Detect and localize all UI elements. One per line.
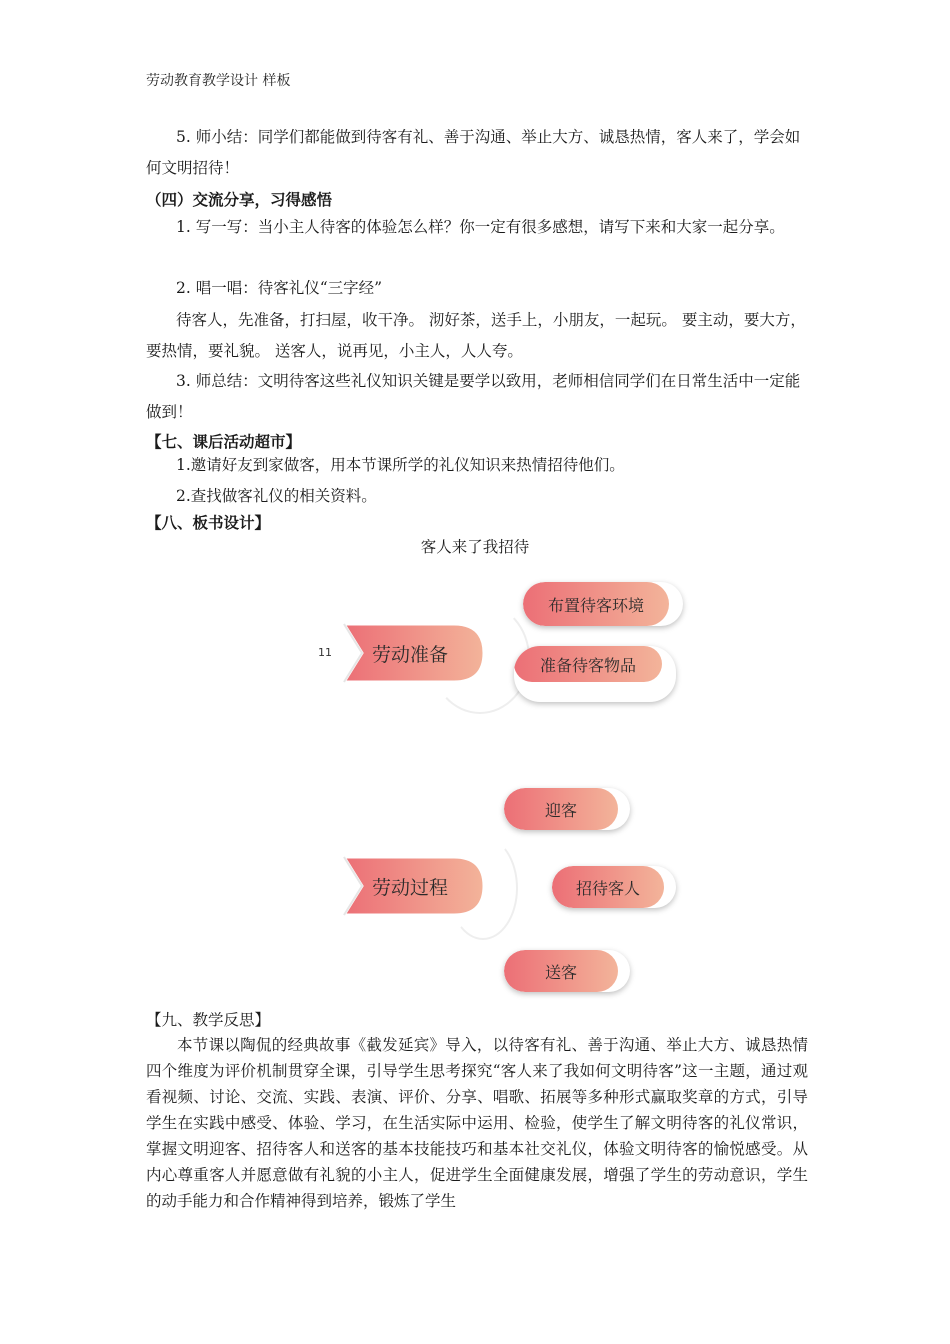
heading-board-design: 【八、板书设计】 bbox=[146, 514, 271, 532]
node-prepare-items bbox=[514, 646, 676, 702]
node-arrange-env bbox=[523, 582, 683, 626]
paragraph-search: 2.查找做客礼仪的相关资料。 bbox=[176, 487, 377, 505]
page-number: 11 bbox=[318, 646, 332, 659]
heading-share: （四）交流分享，习得感悟 bbox=[146, 191, 333, 209]
node-label: 准备待客物品 bbox=[539, 655, 636, 675]
paragraph-reflection: 本节课以陶侃的经典故事《截发延宾》导入，以待客有礼、善于沟通、举止大方、诚恳热情四个维度为评价机制贯穿全课，引导学生思考探究“客人来了我如何文明待客”这一主题，通过观看视频、讨论、交流、实践、表演、评价、分享、唱歌、拓展等多种形式赢取奖章的方式，引导学生在实践中感受、体验、学习，在生活实际中运用、检验，使学生了解文明待客的礼仪常识，掌握文明迎客、招待客人和送客的基本技能技巧和基本社交礼仪，体验文明待客的愉悦感受。从内心尊重客人并愿意做有礼貌的小主人，促进学生全面健康发展，增强了学生的劳动意识，学生的动手能力和合作精神得到培养，锻炼了学生 bbox=[146, 1036, 808, 1210]
node-label: 劳动过程 bbox=[372, 876, 449, 899]
paragraph-sing: 2. 唱一唱：待客礼仪“三字经” bbox=[176, 279, 383, 297]
node-label: 布置待客环境 bbox=[547, 595, 644, 615]
paragraph-write: 1. 写一写：当小主人待客的体验怎么样？你一定有很多感想，请写下来和大家一起分享。 bbox=[176, 218, 785, 236]
node-label: 送客 bbox=[544, 962, 577, 982]
node-label: 劳动准备 bbox=[372, 643, 449, 666]
page-header: 劳动教育教学设计 样板 bbox=[146, 73, 291, 89]
node-labor-process bbox=[342, 855, 486, 917]
board-title: 客人来了我招待 bbox=[420, 538, 530, 556]
paragraph-conclude: 3. 师总结：文明待客这些礼仪知识关键是要学以致用，老师相信同学们在日常生活中一定能做到！ bbox=[146, 372, 801, 421]
paragraph-invite: 1.邀请好友到家做客，用本节课所学的礼仪知识来热情招待他们。 bbox=[176, 456, 625, 474]
heading-reflection: 【九、教学反思】 bbox=[146, 1011, 271, 1029]
paragraph-verse: 待客人，先准备，打扫屋，收干净。 沏好茶，送手上，小朋友，一起玩。 要主动，要大方，要热情，要礼貌。 送客人，说再见，小主人，人人夸。 bbox=[146, 311, 806, 360]
node-entertain bbox=[552, 866, 676, 908]
node-label: 招待客人 bbox=[575, 878, 640, 898]
node-welcome bbox=[504, 788, 630, 830]
paragraph-summary: 5. 师小结：同学们都能做到待客有礼、善于沟通、举止大方、诚恳热情，客人来了，学会如何文明招待！ bbox=[146, 128, 801, 177]
node-see-off bbox=[504, 950, 630, 992]
node-label: 迎客 bbox=[544, 800, 577, 820]
node-labor-prep bbox=[342, 622, 486, 684]
heading-after-class: 【七、课后活动超市】 bbox=[146, 433, 302, 451]
